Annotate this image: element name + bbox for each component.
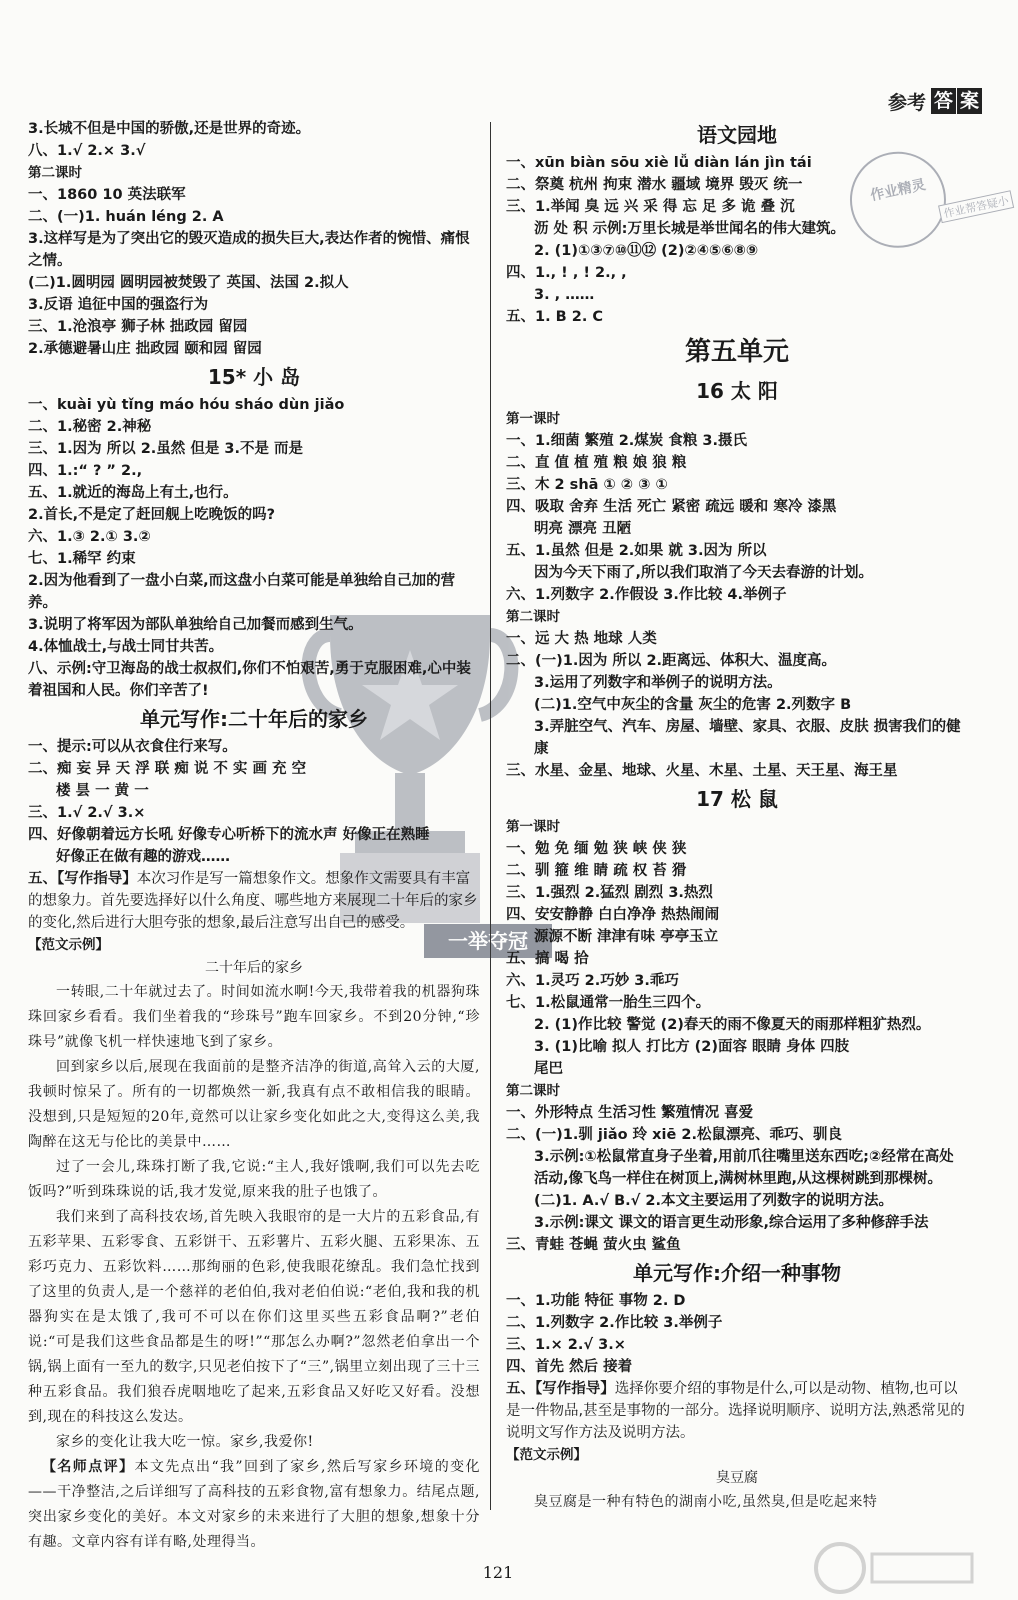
left-column xyxy=(28,118,480,1554)
answer-line: 三、1.强烈 2.猛烈 剧烈 3.热烈 xyxy=(506,885,713,901)
essay-paragraph: 一转眼,二十年就过去了。时间如流水啊!今天,我带着我的机器狗珠珠回家乡看看。我们坐着我的“珍珠号”跑车回家乡。不到20分钟,“珍珠号”就像飞机一样快速地飞到了家乡。 xyxy=(28,984,480,1050)
answer-line: 二、1.秘密 2.神秘 xyxy=(28,419,152,435)
answer-line: 七、1.稀罕 约束 xyxy=(28,551,136,567)
essay-title: 二十年后的家乡 xyxy=(205,960,303,976)
unit-writing-title: 单元写作:二十年后的家乡 xyxy=(140,707,368,731)
answer-line: 四、安安静静 白白净净 热热闹闹 xyxy=(506,907,720,923)
answer-line: 八、示例:守卫海岛的战士叔叔们,你们不怕艰苦,勇于克服困难,心中装着祖国和人民。你们辛苦了! xyxy=(28,661,471,699)
answer-line: 三、1.举闻 臭 远 兴 采 得 忘 足 多 诡 叠 沉 xyxy=(506,199,795,215)
answer-header xyxy=(888,86,982,116)
answer-line: 二、1.列数字 2.作比较 3.举例子 xyxy=(506,1315,723,1331)
lesson-label: 第二课时 xyxy=(506,1083,560,1099)
answer-line: 3.运用了列数字和举例子的说明方法。 xyxy=(534,675,782,691)
answer-line: 二、(一)1.驯 jiǎo 玲 xiē 2.松鼠漂亮、乖巧、驯良 xyxy=(506,1127,842,1143)
answer-line: 三、水星、金星、地球、火星、木星、土星、天王星、海王星 xyxy=(506,763,898,779)
answer-line: 尾巴 xyxy=(534,1061,563,1077)
answer-line: 3.反语 追征中国的强盗行为 xyxy=(28,297,209,313)
answer-line: 二、(一)1.因为 所以 2.距离远、体积大、温度高。 xyxy=(506,653,837,669)
answer-line: (二)1.圆明园 圆明园被焚毁了 英国、法国 2.拟人 xyxy=(28,275,349,291)
answer-line: 一、1860 10 英法联军 xyxy=(28,187,186,203)
teacher-comment xyxy=(28,1455,480,1555)
answer-line: (二)1.空气中灰尘的含量 灰尘的危害 2.列数字 B xyxy=(534,697,852,713)
answer-line: 六、1.列数字 2.作假设 3.作比较 4.举例子 xyxy=(506,587,787,603)
answer-line: 三、1.√ 2.√ 3.× xyxy=(28,805,146,821)
answer-line: 2.首长,不是定了赶回舰上吃晚饭的吗? xyxy=(28,507,276,523)
essay-title: 臭豆腐 xyxy=(716,1470,758,1486)
lesson-title: 15* 小 岛 xyxy=(207,365,301,389)
right-column xyxy=(506,118,968,1554)
essay-paragraph: 我们来到了高科技农场,首先映入我眼帘的是一大片的五彩食品,有五彩苹果、五彩零食、五彩饼干、五彩薯片、五彩火腿、五彩果冻、五彩巧克力、五彩饮料……那绚丽的色彩,使我眼花缭乱。我们急忙找到了这里的负责人,是一个慈祥的老伯伯,我对老伯伯说:“老伯,我和我的机器狗实在是太饿了,我可不可以在你们这里买些五彩食品啊?”老伯说:“可是我们这些食品都是生的呀!”“那怎么办啊?”忽然老伯拿出一个锅,锅上面有一至九的数字,只见老伯按下了“三”,锅里立刻出现了三十三种五彩食品。我们狼吞虎咽地吃了起来,五彩食品又好吃又好看。没想到,现在的科技这么发达。 xyxy=(28,1209,480,1425)
answer-line: 一、1.功能 特征 事物 2. D xyxy=(506,1293,686,1309)
answer-line: 2.因为他看到了一盘小白菜,而这盘小白菜可能是单独给自己加的营养。 xyxy=(28,573,456,611)
column-divider xyxy=(490,122,491,1510)
answer-line: 3.这样写是为了突出它的毁灭造成的损失巨大,表达作者的惋惜、痛恨之情。 xyxy=(28,231,470,269)
answer-line: 好像正在做有趣的游戏…… xyxy=(56,849,230,865)
answer-line: 五、搞 喝 拾 xyxy=(506,951,589,967)
answer-line: 一、外形特点 生活习性 繁殖情况 喜爱 xyxy=(506,1105,754,1121)
answer-line: 明亮 漂亮 丑陋 xyxy=(534,521,632,537)
answer-line: 2. (1)①③⑦⑩⑪⑫ (2)②④⑤⑥⑧⑨ xyxy=(534,243,759,259)
answer-line: 4.体恤战士,与战士同甘共苦。 xyxy=(28,639,224,655)
unit-writing-title: 单元写作:介绍一种事物 xyxy=(633,1261,841,1285)
answer-line: 二、祭奠 杭州 拘束 潜水 疆域 境界 毁灭 统一 xyxy=(506,177,803,193)
answer-line: 3.示例:①松鼠常直身子坐着,用前爪往嘴里送东西吃;②经常在高处活动,像飞鸟一样住在树顶上,满树林里跑,从这棵树跳到那棵树。 xyxy=(534,1149,954,1187)
answer-line: 五、1.虽然 但是 2.如果 就 3.因为 所以 xyxy=(506,543,767,559)
lesson-label: 第一课时 xyxy=(506,411,560,427)
writing-guide-text: 选择你要介绍的事物是什么,可以是动物、植物,也可以是一件物品,甚至是事物的一部分。选择说明顺序、说明方法,熟悉常见的说明文写作方法及说明方法。 xyxy=(506,1381,965,1441)
lesson-label: 第一课时 xyxy=(506,819,560,835)
writing-guide-text: 本次习作是写一篇想象作文。想象作文需要具有丰富的想象力。首先要选择好以什么角度、哪些地方来展现二十年后的家乡的变化,然后进行大胆夸张的想象,最后注意写出自己的感受。 xyxy=(28,871,478,931)
writing-guide-label: 五、【写作指导】 xyxy=(28,871,137,887)
header-box-2: 案 xyxy=(957,88,982,114)
stamp-text: 作业精灵 xyxy=(869,176,928,205)
answer-line: 四、吸取 舍弃 生活 死亡 紧密 疏远 暖和 寒冷 漆黑 xyxy=(506,499,837,515)
answer-line: 3. , …… xyxy=(534,287,595,303)
lesson-label: 第二课时 xyxy=(506,609,560,625)
writing-guide-label: 五、【写作指导】 xyxy=(506,1381,615,1397)
answer-line: 一、提示:可以从衣食住行来写。 xyxy=(28,739,237,755)
answer-line: 一、远 大 热 地球 人类 xyxy=(506,631,657,647)
answer-line: 六、1.③ 2.① 3.② xyxy=(28,529,151,545)
teacher-comment-text: 本文先点出“我”回到了家乡,然后写家乡环境的变化——干净整洁,之后详细写了高科技的五彩食物,富有想象力。结尾点题,突出家乡变化的美好。本文对家乡的未来进行了大胆的想象,想象十分有趣。文章内容有详有略,处理得当。 xyxy=(28,1459,481,1550)
answer-line: 七、1.松鼠通常一胎生三四个。 xyxy=(506,995,711,1011)
answer-line: 2.承德避暑山庄 拙政园 颐和园 留园 xyxy=(28,341,262,357)
answer-line: 六、1.灵巧 2.巧妙 3.乖巧 xyxy=(506,973,679,989)
answer-line: 二、(一)1. huán léng 2. A xyxy=(28,209,224,225)
answer-line: 3.长城不但是中国的骄傲,还是世界的奇迹。 xyxy=(28,121,311,137)
site-logo-watermark-icon xyxy=(812,1540,982,1596)
page-number: 121 xyxy=(482,1563,514,1582)
writing-guide xyxy=(28,868,480,934)
sample-label: 【范文示例】 xyxy=(28,937,109,953)
header-label: 参考 xyxy=(887,91,926,114)
stamp-subtext: 作业帮答疑小 xyxy=(938,190,1014,223)
answer-line: 四、1.:“ ? ” 2., xyxy=(28,463,143,479)
answer-line: 一、kuài yù tǐng máo hóu sháo dùn jiǎo xyxy=(28,397,345,413)
answer-line: 二、驯 箍 维 睛 疏 权 苔 猾 xyxy=(506,863,687,879)
essay-paragraph: 过了一会儿,珠珠打断了我,它说:“主人,我好饿啊,我们可以先去吃饭吗?”听到珠珠说的话,我才发觉,原来我的肚子也饿了。 xyxy=(28,1159,480,1200)
writing-guide xyxy=(506,1378,968,1444)
answer-line: 四、好像朝着远方长吼 好像专心听桥下的流水声 好像正在熟睡 xyxy=(28,827,430,843)
essay-paragraph: 臭豆腐是一种有特色的湖南小吃,虽然臭,但是吃起来特 xyxy=(534,1494,878,1510)
answer-line: 源源不断 津津有味 亭亭玉立 xyxy=(534,929,719,945)
answer-line: 一、xūn biàn sōu xiè lǚ diàn lán jìn tái xyxy=(506,155,812,171)
answer-line: (二)1. A.√ B.√ 2.本文主要运用了列数字的说明方法。 xyxy=(534,1193,893,1209)
answer-line: 五、1.就近的海岛上有土,也行。 xyxy=(28,485,238,501)
header-box-1: 答 xyxy=(931,88,956,114)
essay-paragraph: 回到家乡以后,展现在我面前的是整齐洁净的街道,高耸入云的大厦,我顿时惊呆了。所有的一切都焕然一新,我真有点不敢相信我的眼睛。没想到,只是短短的20年,竟然可以让家乡变化如此之大,变得这么美,我陶醉在这无与伦比的美景中…… xyxy=(28,1059,480,1150)
answer-line: 八、1.√ 2.× 3.√ xyxy=(28,143,146,159)
teacher-comment-label: 【名师点评】 xyxy=(42,1459,135,1475)
answer-line: 2. (1)作比较 警觉 (2)春天的雨不像夏天的雨那样粗犷热烈。 xyxy=(534,1017,931,1033)
answer-line: 三、1.因为 所以 2.虽然 但是 3.不是 而是 xyxy=(28,441,304,457)
answer-line: 三、青蛙 苍蝇 萤火虫 鲨鱼 xyxy=(506,1237,681,1253)
answer-line: 3.示例:课文 课文的语言更生动形象,综合运用了多种修辞手法 xyxy=(534,1215,929,1231)
answer-line: 一、1.细菌 繁殖 2.煤炭 食粮 3.摄氏 xyxy=(506,433,747,449)
answer-line: 3.弄脏空气、汽车、房屋、墙壁、家具、衣服、皮肤 损害我们的健康 xyxy=(534,719,961,757)
lesson-title: 17 松 鼠 xyxy=(696,787,778,811)
lesson-label: 第二课时 xyxy=(28,165,82,181)
answer-line: 因为今天下雨了,所以我们取消了今天去春游的计划。 xyxy=(534,565,874,581)
answer-line: 五、1. B 2. C xyxy=(506,309,604,325)
unit-title: 第五单元 xyxy=(684,337,789,367)
answer-line: 3. (1)比喻 拟人 打比方 (2)面容 眼睛 身体 四肢 xyxy=(534,1039,850,1055)
answer-line: 二、痴 妄 异 天 浮 联 痴 说 不 实 画 充 空 xyxy=(28,761,307,777)
answer-line: 三、1.× 2.√ 3.× xyxy=(506,1337,626,1353)
watermark-band: 一举夺冠 xyxy=(424,924,552,958)
essay-paragraph: 家乡的变化让我大吃一惊。家乡,我爱你! xyxy=(56,1434,314,1450)
answer-line: 三、1.沧浪亭 狮子林 拙政园 留园 xyxy=(28,319,248,335)
answer-line: 三、木 2 shā ① ② ③ ① xyxy=(506,477,668,493)
answer-line: 二、直 值 植 殖 粮 娘 狼 粮 xyxy=(506,455,687,471)
answer-line: 楼 昙 一 黄 一 xyxy=(56,783,149,799)
section-title: 语文园地 xyxy=(697,123,777,147)
sample-label: 【范文示例】 xyxy=(506,1447,587,1463)
answer-line: 沥 处 积 示例:万里长城是举世闻名的伟大建筑。 xyxy=(534,221,845,237)
answer-line: 一、勉 免 缅 勉 狭 峡 侠 狭 xyxy=(506,841,687,857)
answer-line: 四、首先 然后 接着 xyxy=(506,1359,633,1375)
lesson-title: 16 太 阳 xyxy=(696,379,778,403)
answer-line: 3.说明了将军因为部队单独给自己加餐而感到生气。 xyxy=(28,617,363,633)
answer-line: 四、1., ! , ! 2., , xyxy=(506,265,627,281)
